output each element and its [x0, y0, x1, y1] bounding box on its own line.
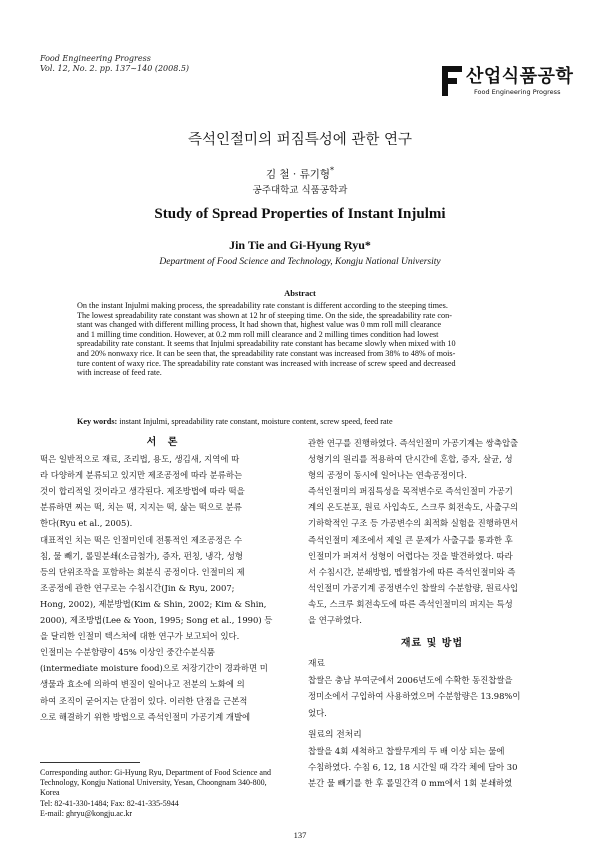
body-line: 라 다양하게 분류되고 있지만 제조공정에 따라 분류하는	[40, 470, 243, 481]
body-line: 정미소에서 구입하여 사용하였으며 수분함량은 13.98%이	[308, 691, 521, 702]
affiliation-english: Department of Food Science and Technology, Kongju National University	[159, 257, 441, 267]
section-heading-introduction: 서 론	[146, 437, 182, 448]
abstract-line: and 1 milling time condition. However, at 0.2 mm roll mill clearance and 2 milling times condition had lowest	[77, 329, 439, 339]
body-line: 기하학적인 구조 등 가공변수의 최적화 실험을 진행하면서	[308, 518, 519, 529]
body-line: 침, 물 빼기, 롤밀분쇄(소금첨가), 증자, 펀칭, 냉각, 성형	[40, 550, 243, 561]
title-english: Study of Spread Properties of Instant Injulmi	[154, 206, 446, 222]
abstract-line: stant was changed with different milling process, It had shown that, highest value was 0 mm roll mill clearance	[77, 320, 442, 330]
subsection-heading-materials: 재료	[308, 659, 325, 670]
abstract-line: ture content of waxy rice. The spreadability rate constant was increased with increase of screw speed and decreased	[77, 358, 456, 368]
journal-logo	[440, 62, 574, 102]
body-line: 관한 연구를 진행하였다. 즉석인절미 가공기계는 쌍축압출	[308, 438, 519, 448]
body-line: 석인절미 가공기계 공정변수인 찹쌀의 수분함량, 원료사입	[308, 582, 519, 593]
body-line: 찹쌀을 4회 세척하고 찹쌀무게의 두 배 이상 되는 물에	[308, 745, 505, 756]
body-line: 등의 단위조작을 포함하는 회분식 공정이다. 인절미의 제	[40, 566, 245, 577]
footnote-divider	[40, 762, 140, 763]
footnote-line: Corresponding author: Gi-Hyung Ryu, Department of Food Science and	[40, 768, 271, 777]
body-line: 찹쌀은 충남 부여군에서 2006년도에 수확한 동진찹쌀을	[308, 675, 513, 686]
title-korean: 즉석인절미의 퍼짐특성에 관한 연구	[188, 132, 412, 148]
body-line: 생물과 효소에 의하여 변질이 일어나고 전분의 노화에 의	[40, 679, 245, 690]
logo-english-text: Food Engineering Progress	[474, 88, 561, 96]
body-line: 으로 해결하기 위한 방법으로 즉석인절미 가공기계 개발에	[40, 711, 251, 722]
corresponding-mark: *	[330, 166, 335, 175]
keywords	[77, 417, 523, 426]
abstract-body	[77, 301, 523, 378]
logo-korean-text: 산업식품공학	[466, 66, 574, 87]
left-column	[40, 435, 288, 725]
body-line: 수침하였다. 수침 6, 12, 18 시간일 때 각각 체에 담아 30	[308, 761, 518, 772]
section-heading-methods: 재료 및 방법	[400, 638, 464, 650]
abstract-heading: Abstract	[284, 288, 316, 298]
body-line: 떡은 일반적으로 재료, 조리법, 용도, 생김새, 지역에 따	[40, 454, 240, 465]
body-line: 계의 온도분포, 원료 사입속도, 스크루 회전속도, 사출구의	[308, 502, 519, 513]
journal-name: Food Engineering Progress	[40, 54, 151, 63]
abstract-line: On the instant Injulmi making process, the spreadability rate constant is different according to the steeping times.	[77, 301, 448, 310]
body-line: 분류하면 찌는 떡, 치는 떡, 지지는 떡, 삶는 떡으로 분류	[40, 502, 242, 513]
body-line: 을 달리한 인절미 텍스쳐에 대한 연구가 보고되어 있다.	[40, 631, 240, 642]
body-line: 것이 합리적일 것이라고 생각된다. 제조방법에 따라 떡을	[40, 486, 245, 497]
footnote	[40, 768, 290, 819]
subsection-heading-pretreatment: 원료의 전처리	[308, 729, 362, 740]
authors-korean-names: 김 철 · 류기형	[265, 168, 331, 181]
footnote-line: Technology, Kongju National University, Yesan, Choongnam 340-800,	[40, 778, 267, 788]
abstract-line: spreadability rate constant. It seems that Injulmi spreadability rate constant has became slowly when mixed with 10	[77, 339, 456, 349]
footnote-email: E-mail: ghryu@kongju.ac.kr	[40, 808, 133, 818]
body-line: 조공정에 관한 연구로는 수침시간(Jin & Ryu, 2007;	[40, 582, 235, 593]
body-line: 즉석인절미 제조에서 제일 큰 문제가 사출구를 통과한 후	[308, 534, 513, 545]
body-line: 분간 물 빼기를 한 후 롤밀간격 0 mm에서 1회 분쇄하였	[308, 777, 513, 788]
body-line: 형의 공정이 동시에 일어나는 연속공정이다.	[308, 470, 467, 481]
body-line: 을 연구하였다.	[308, 615, 362, 626]
footnote-line: Korea	[40, 788, 60, 798]
keywords-label: Key words:	[77, 417, 118, 426]
body-line: 인절미는 수분함량이 45% 이상인 중간수분식품	[40, 647, 215, 658]
footnote-line: Tel: 82-41-330-1484; Fax: 82-41-335-5944	[40, 798, 179, 808]
body-line: 한다(Ryu et al., 2005).	[40, 518, 133, 529]
abstract-line: and 20% nonwaxy rice. It can be seen that, the spreadability rate constant was increased from 38% to 48% of mois-	[77, 348, 456, 358]
body-line: 2000), 제조방법(Lee & Yoon, 1995; Song et al., 1990) 등	[40, 615, 273, 626]
authors-english: Jin Tie and Gi-Hyung Ryu*	[229, 238, 371, 252]
body-line: 인절미가 퍼져서 성형이 어렵다는 것을 발견하였다. 따라	[308, 550, 513, 561]
abstract-line: with increase of feed rate.	[77, 368, 162, 378]
authors-korean	[0, 166, 600, 182]
keywords-text: instant Injulmi, spreadability rate constant, moisture content, screw speed, feed rate	[119, 417, 393, 426]
body-line: 속도, 스크루 회전속도에 따른 즉석인절미의 퍼지는 특성	[308, 598, 513, 609]
right-column	[308, 435, 556, 791]
body-line: 즉석인절미의 퍼짐특성을 목적변수로 즉석인절미 가공기	[308, 486, 513, 497]
body-line: 었다.	[308, 707, 327, 718]
body-line: 서 수침시간, 분쇄방법, 멥쌀첨가에 따른 즉석인절미와 즉	[308, 566, 516, 577]
abstract-line: The lowest spreadability rate constant was shown at 12 hr of steeping time. On the side, the spreadability rate con-	[77, 310, 452, 320]
journal-info	[40, 54, 189, 74]
body-line: (intermediate moisture food)으로 저장기간이 경과하면 미	[40, 663, 268, 674]
body-line: 대표적인 치는 떡은 인절미인데 전통적인 제조공정은 수	[40, 534, 243, 545]
body-line: Hong, 2002), 제분방법(Kim & Shin, 2002; Kim & Shin,	[40, 598, 267, 609]
page-number: 137	[293, 830, 307, 840]
body-line: 하여 조직이 굳어지는 단점이 있다. 이러한 단점을 근본적	[40, 695, 248, 706]
journal-volume: Vol. 12, No. 2. pp. 137~140 (2008.5)	[40, 64, 190, 73]
logo-mark-icon	[440, 64, 464, 98]
body-line: 성형기의 원리를 적용하여 단시간에 혼합, 증자, 살균, 성	[308, 454, 513, 465]
affiliation-korean: 공주대학교 식품공학과	[252, 185, 348, 196]
